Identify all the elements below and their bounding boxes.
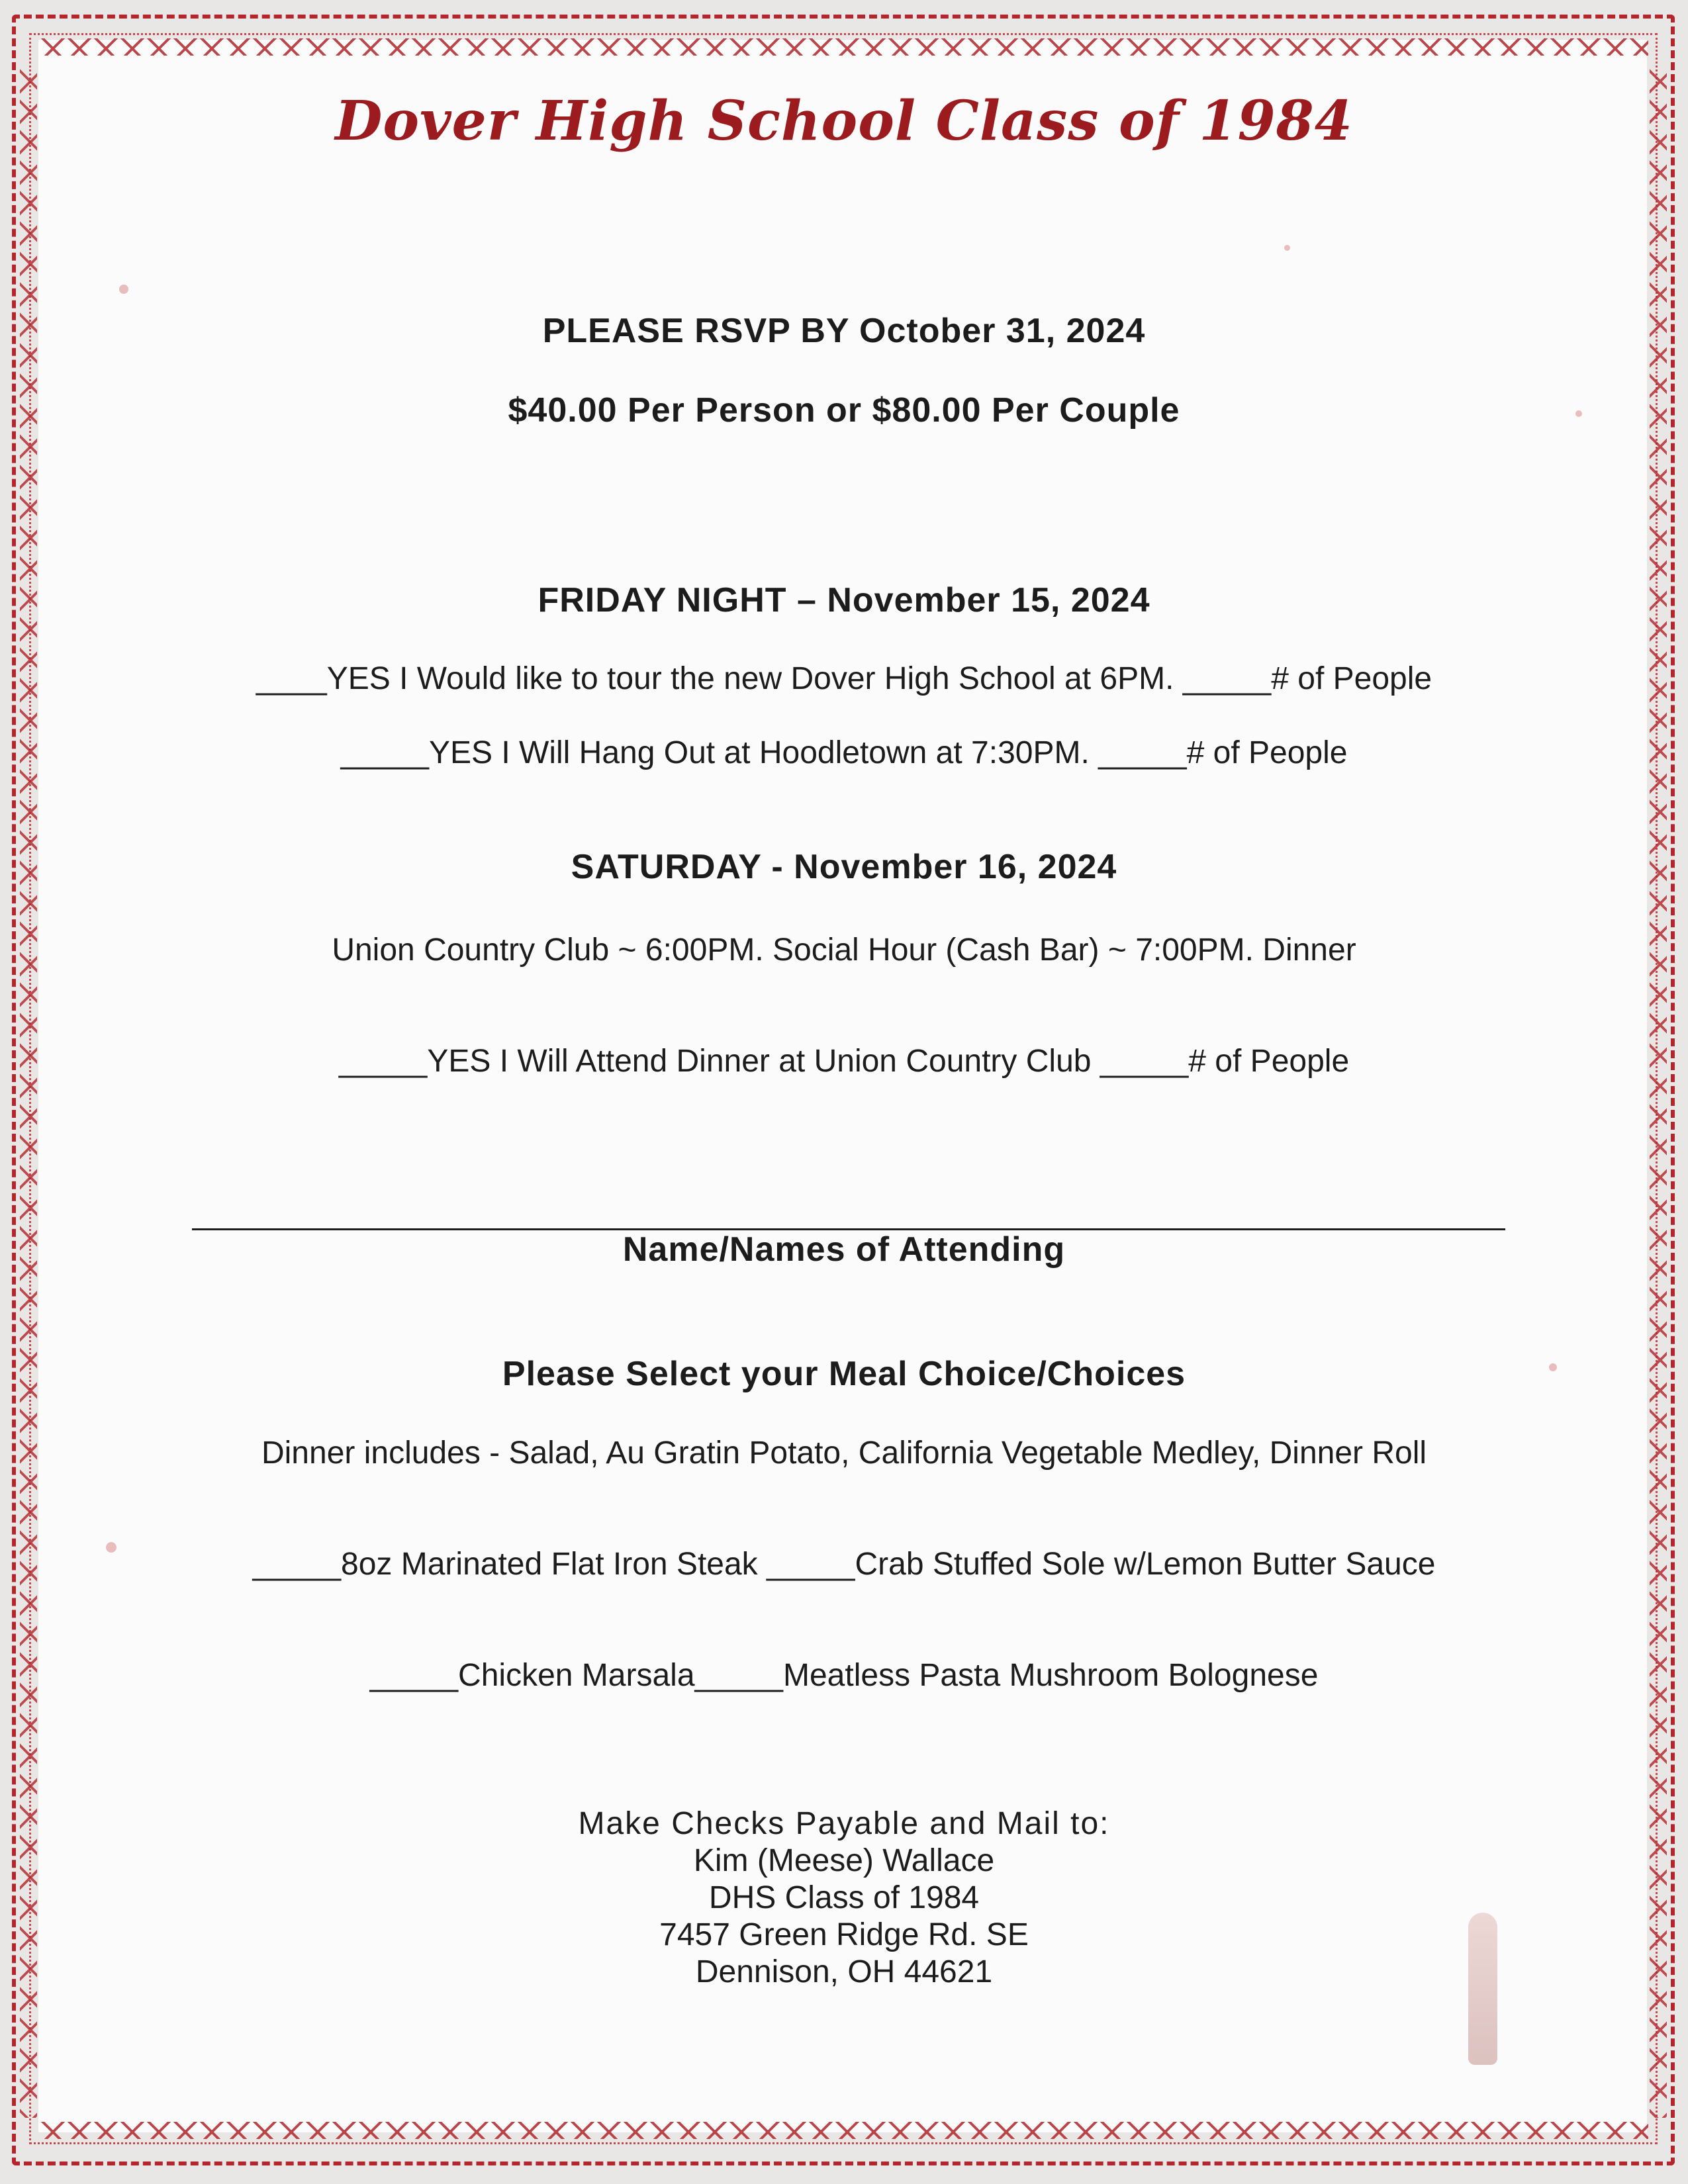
mail-street: 7457 Green Ridge Rd. SE [659, 1917, 1029, 1952]
friday-heading: FRIDAY NIGHT – November 15, 2024 [538, 581, 1150, 619]
names-label: Name/Names of Attending [622, 1230, 1066, 1269]
saturday-heading: SATURDAY - November 16, 2024 [571, 848, 1117, 886]
friday-hangout-line: _____YES I Will Hang Out at Hoodletown at 7:30PM. _____# of People [340, 735, 1348, 770]
mail-org: DHS Class of 1984 [708, 1880, 980, 1915]
mail-heading: Make Checks Payable and Mail to: [578, 1806, 1110, 1841]
saturday-schedule: Union Country Club ~ 6:00PM. Social Hour (Cash Bar) ~ 7:00PM. Dinner [332, 933, 1356, 968]
meal-options-line-1: _____8oz Marinated Flat Iron Steak _____Crab Stuffed Sole w/Lemon Butter Sauce [252, 1547, 1436, 1582]
meal-heading: Please Select your Meal Choice/Choices [502, 1355, 1186, 1393]
meal-includes: Dinner includes - Salad, Au Gratin Potato, California Vegetable Medley, Dinner Roll [261, 1435, 1427, 1471]
friday-tour-line: ____YES I Would like to tour the new Dover High School at 6PM. _____# of People [256, 661, 1432, 696]
mail-city: Dennison, OH 44621 [695, 1954, 993, 1989]
meal-options-line-2: _____Chicken Marsala_____Meatless Pasta Mushroom Bolognese [369, 1658, 1319, 1693]
rsvp-deadline: PLEASE RSVP BY October 31, 2024 [542, 312, 1146, 350]
pricing: $40.00 Per Person or $80.00 Per Couple [508, 391, 1180, 430]
mail-name: Kim (Meese) Wallace [693, 1843, 995, 1878]
saturday-attend-line: _____YES I Will Attend Dinner at Union Country Club _____# of People [338, 1044, 1350, 1079]
page-title: Dover High School Class of 1984 [335, 89, 1353, 153]
